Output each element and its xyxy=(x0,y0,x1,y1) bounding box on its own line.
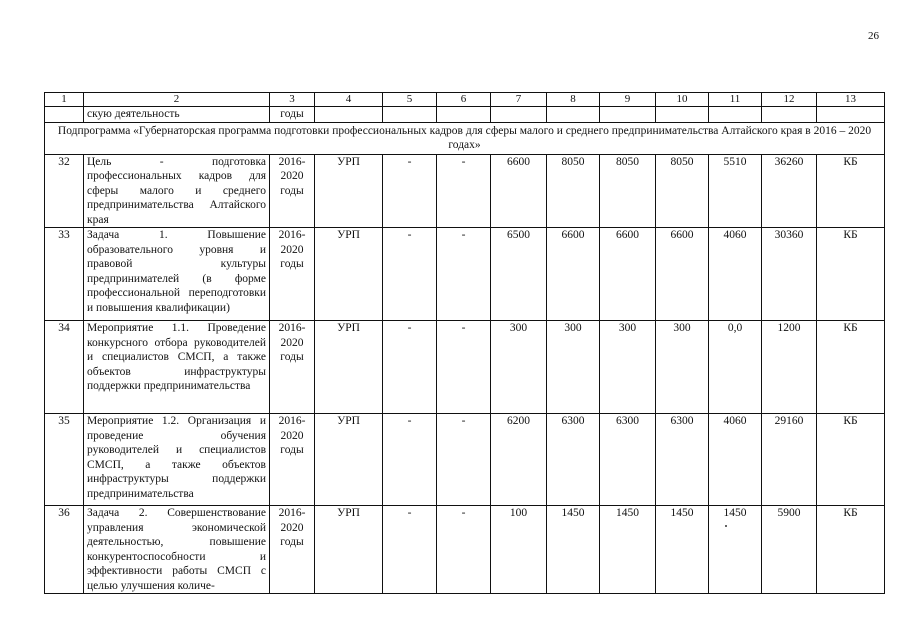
value-cell: 4060 xyxy=(709,228,762,321)
value-cell: 1450 xyxy=(600,506,656,594)
col6-cell: - xyxy=(437,228,491,321)
header-cell: 10 xyxy=(656,93,709,107)
value-cell: 5510 xyxy=(709,154,762,228)
executor-cell: УРП xyxy=(315,414,383,506)
source-cell: КБ xyxy=(817,228,885,321)
table-row xyxy=(45,321,885,414)
page-number: 26 xyxy=(868,30,879,42)
header-cell: 7 xyxy=(491,93,547,107)
col6-cell: - xyxy=(437,321,491,414)
total-cell: 1200 xyxy=(762,321,817,414)
value-cell: 6600 xyxy=(491,154,547,228)
total-cell: 5900 xyxy=(762,506,817,594)
program-table xyxy=(44,92,885,594)
years-cell: 2016-2020 годы xyxy=(270,228,315,321)
col5-cell: - xyxy=(383,321,437,414)
value-cell: 8050 xyxy=(600,154,656,228)
total-cell: 30360 xyxy=(762,228,817,321)
value-cell: 8050 xyxy=(547,154,600,228)
source-cell: КБ xyxy=(817,321,885,414)
subprogram-title: Подпрограмма «Губернаторская программа подготовки профессиональных кадров для сферы малого и среднего предпринимательства Алтайского края в 2016 – 2020 годах» xyxy=(45,122,885,154)
col6-cell: - xyxy=(437,414,491,506)
subprogram-row xyxy=(45,122,885,154)
value-cell: 6300 xyxy=(600,414,656,506)
years-cell: годы xyxy=(270,107,315,123)
scan-dot xyxy=(725,525,727,527)
value-cell: 300 xyxy=(600,321,656,414)
value-cell: 6600 xyxy=(600,228,656,321)
name-cell: Цель - подготовка профессиональных кадров для сферы малого и среднего предпринимательства Алтайского края xyxy=(84,154,270,228)
total-cell: 36260 xyxy=(762,154,817,228)
value-cell: 6500 xyxy=(491,228,547,321)
name-cell: Задача 1. Повышение образовательного уровня и правовой культуры предпринимателей (в форме профессиональной переподготовки и повышения квалификации) xyxy=(84,228,270,321)
source-cell: КБ xyxy=(817,154,885,228)
total-cell: 29160 xyxy=(762,414,817,506)
years-cell: 2016-2020 годы xyxy=(270,154,315,228)
header-cell: 9 xyxy=(600,93,656,107)
header-cell: 3 xyxy=(270,93,315,107)
years-cell: 2016-2020 годы xyxy=(270,506,315,594)
header-cell: 2 xyxy=(84,93,270,107)
table-row xyxy=(45,228,885,321)
num-cell: 36 xyxy=(45,506,84,594)
value-cell: 6200 xyxy=(491,414,547,506)
years-cell: 2016-2020 годы xyxy=(270,321,315,414)
num-cell: 32 xyxy=(45,154,84,228)
value-cell: 0,0 xyxy=(709,321,762,414)
col6-cell: - xyxy=(437,154,491,228)
value-cell: 6300 xyxy=(656,414,709,506)
executor-cell: УРП xyxy=(315,154,383,228)
years-cell: 2016-2020 годы xyxy=(270,414,315,506)
table-row xyxy=(45,506,885,594)
value-cell: 1450 xyxy=(656,506,709,594)
col5-cell: - xyxy=(383,506,437,594)
source-cell: КБ xyxy=(817,414,885,506)
name-cell: Мероприятие 1.1. Проведение конкурсного отбора руководителей и специалистов СМСП, а также объектов инфраструктуры поддержки предпринимательства xyxy=(84,321,270,414)
name-cell: скую деятельность xyxy=(84,107,270,123)
value-cell: 6600 xyxy=(656,228,709,321)
header-cell: 6 xyxy=(437,93,491,107)
table-row xyxy=(45,154,885,228)
value-cell: 300 xyxy=(491,321,547,414)
name-cell: Задача 2. Совершенствование управления экономической деятельностью, повышение конкурентоспособности и эффективности работы СМСП с целью улучшения количе- xyxy=(84,506,270,594)
executor-cell: УРП xyxy=(315,321,383,414)
num-cell: 34 xyxy=(45,321,84,414)
header-cell: 5 xyxy=(383,93,437,107)
value-cell: 100 xyxy=(491,506,547,594)
value-cell: 1450 xyxy=(709,506,762,594)
col5-cell: - xyxy=(383,414,437,506)
continuation-row xyxy=(45,107,885,123)
header-row xyxy=(45,93,885,107)
header-cell: 8 xyxy=(547,93,600,107)
source-cell: КБ xyxy=(817,506,885,594)
executor-cell: УРП xyxy=(315,506,383,594)
value-cell: 8050 xyxy=(656,154,709,228)
name-cell: Мероприятие 1.2. Организация и проведение обучения руководителей и специалистов СМСП, а также объектов инфраструктуры поддержки предпринимательства xyxy=(84,414,270,506)
value-cell: 300 xyxy=(656,321,709,414)
value-cell: 4060 xyxy=(709,414,762,506)
header-cell: 11 xyxy=(709,93,762,107)
value-cell: 1450 xyxy=(547,506,600,594)
table-row xyxy=(45,414,885,506)
header-cell: 12 xyxy=(762,93,817,107)
value-cell: 300 xyxy=(547,321,600,414)
num-cell: 35 xyxy=(45,414,84,506)
header-cell: 4 xyxy=(315,93,383,107)
col5-cell: - xyxy=(383,228,437,321)
value-cell: 6300 xyxy=(547,414,600,506)
header-cell: 13 xyxy=(817,93,885,107)
num-cell: 33 xyxy=(45,228,84,321)
col6-cell: - xyxy=(437,506,491,594)
executor-cell: УРП xyxy=(315,228,383,321)
col5-cell: - xyxy=(383,154,437,228)
value-cell: 6600 xyxy=(547,228,600,321)
header-cell: 1 xyxy=(45,93,84,107)
